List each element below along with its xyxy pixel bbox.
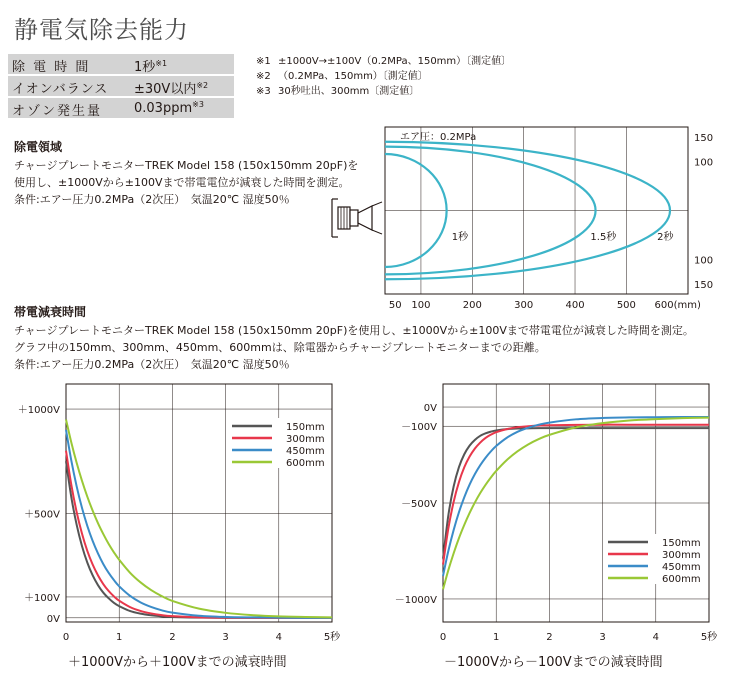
ionizer-nozzle-icon xyxy=(332,199,382,237)
negative-decay-chart xyxy=(370,360,740,650)
spec-label: イオンバランス xyxy=(12,82,109,97)
contour-label: 2秒 xyxy=(657,231,674,243)
x-tick-label: 4 xyxy=(652,632,659,643)
x-tick-label: 0 xyxy=(439,632,447,643)
y-tick-label: 100 xyxy=(694,157,714,169)
legend-label: 600mm xyxy=(662,574,701,585)
legend-label: 450mm xyxy=(662,562,701,573)
x-tick-label: 1 xyxy=(493,632,500,643)
y-tick-label: 150 xyxy=(694,132,714,144)
positive-decay-chart xyxy=(0,360,370,650)
x-tick-label: 1 xyxy=(116,632,123,643)
legend-label: 300mm xyxy=(286,434,325,445)
legend-label: 150mm xyxy=(662,538,701,549)
x-tick-label: 600(mm) xyxy=(654,300,701,311)
legend-label: 600mm xyxy=(286,458,325,469)
y-tick-label: －1000V xyxy=(394,594,437,606)
x-tick-label: 100 xyxy=(411,300,431,311)
y-tick-label: ＋100V xyxy=(24,592,60,604)
x-tick-label: 3 xyxy=(222,632,229,643)
note-ref: ※2 xyxy=(196,81,209,90)
left-chart-caption: ＋1000Vから＋100Vまでの減衰時間 xyxy=(68,655,287,670)
x-tick-label: 5秒 xyxy=(700,632,718,643)
y-tick-label: 150 xyxy=(694,280,714,292)
region-line-2: 使用し、±1000Vから±100Vまで帯電電位が減衰した時間を測定。 xyxy=(14,176,350,189)
x-tick-label: 2 xyxy=(169,632,176,643)
x-tick-label: 0 xyxy=(62,632,70,643)
note-ref: ※3 xyxy=(192,100,204,109)
region-heading: 除電領域 xyxy=(14,140,63,154)
region-line-1: チャージプレートモニターTREK Model 158 (150x150mm 20pF)を xyxy=(14,159,359,172)
contour-label: 1秒 xyxy=(451,231,469,243)
legend-label: 450mm xyxy=(286,446,325,457)
x-tick-label: 300 xyxy=(514,300,534,311)
y-tick-label: －500V xyxy=(401,499,437,510)
decay-line-3: 条件:エアー圧力0.2MPa（2次圧） 気温20℃ 湿度50％ xyxy=(14,358,290,371)
spec-value: 1秒$^{※1}$ xyxy=(134,59,168,75)
decay-heading: 帯電減衰時間 xyxy=(14,305,87,319)
spec-value: 0.03ppm$^{※3}$ xyxy=(134,100,204,116)
x-tick-label: 500 xyxy=(616,300,636,311)
legend-label: 150mm xyxy=(286,422,325,433)
spec-value: ±30V以内$^{※2}$ xyxy=(134,81,209,97)
y-tick-label: －100V xyxy=(401,422,437,434)
spec-label: オゾン発生量 xyxy=(12,104,103,119)
y-tick-label: 0V xyxy=(423,403,437,415)
x-tick-label: 3 xyxy=(599,632,606,643)
y-tick-label: 100 xyxy=(694,255,714,267)
x-tick-label: 200 xyxy=(462,300,482,311)
region-chart xyxy=(0,0,740,320)
legend xyxy=(604,534,704,585)
x-tick-label: 400 xyxy=(565,300,585,311)
right-chart-caption: －1000Vから－100Vまでの減衰時間 xyxy=(444,655,663,670)
legend xyxy=(228,418,328,469)
y-tick-label: ＋500V xyxy=(24,509,60,521)
decay-line-1: チャージプレートモニターTREK Model 158 (150x150mm 20pF)を使用し、±1000Vから±100Vまで帯電電位が減衰した時間を測定。 xyxy=(14,324,694,337)
region-line-3: 条件:エアー圧力0.2MPa（2次圧） 気温20℃ 湿度50％ xyxy=(14,193,290,206)
note-text: ±1000V→±100V（0.2MPa、150mm）〔測定値〕 xyxy=(278,56,512,67)
spec-label: 除 電 時 間 xyxy=(12,60,91,75)
contour-label: 1.5秒 xyxy=(590,231,617,243)
note-text: 30秒吐出、300mm〔測定値〕 xyxy=(278,86,420,97)
air-pressure-annotation: エア圧：0.2MPa xyxy=(400,132,477,143)
note-mark: ※3 xyxy=(256,86,271,97)
note-mark: ※1 xyxy=(256,56,271,67)
y-tick-label: 0V xyxy=(46,613,60,625)
x-tick-label: 2 xyxy=(546,632,553,643)
x-tick-label: 5秒 xyxy=(323,632,341,643)
y-tick-label: ＋1000V xyxy=(17,405,60,417)
note-ref: ※1 xyxy=(155,59,168,68)
decay-line-2: グラフ中の150mm、300mm、450mm、600mmは、除電器からチャージプレートモニターまでの距離。 xyxy=(14,341,546,354)
legend-label: 300mm xyxy=(662,550,701,561)
page-title: 静電気除去能力 xyxy=(14,16,189,44)
note-text: （0.2MPa、150mm）〔測定値〕 xyxy=(278,71,428,82)
x-tick-label: 4 xyxy=(275,632,282,643)
x-tick-label: 50 xyxy=(388,300,402,311)
note-mark: ※2 xyxy=(256,71,271,82)
